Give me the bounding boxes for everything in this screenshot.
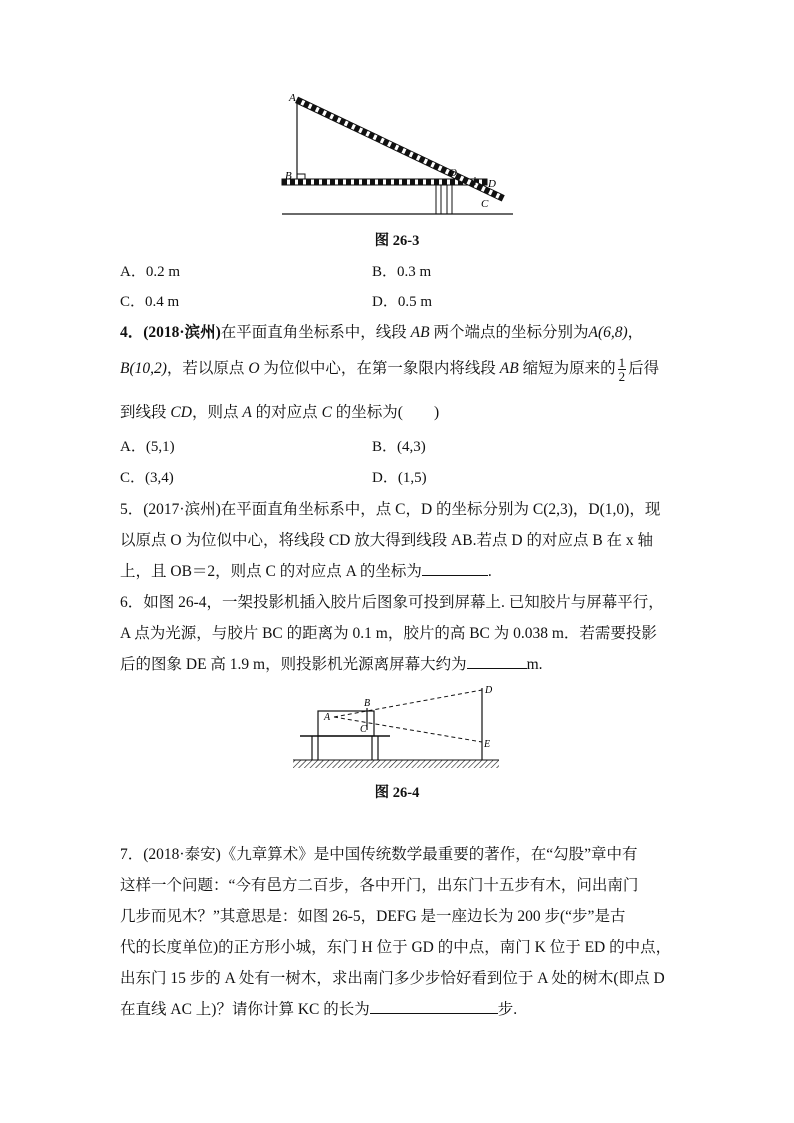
label-B: B	[285, 170, 292, 182]
q5-answer-blank[interactable]	[422, 561, 488, 576]
q7-answer-blank[interactable]	[370, 999, 498, 1014]
q4-line-2: B(10,2)，若以原点 O 为位似中心，在第一象限内将线段 AB 缩短为原来的 $\frac{1}{2}$ 后得	[120, 355, 660, 384]
q7-line-5: 出东门 15 步的 A 处有一树木，求出南门多少步恰好看到位于 A 处的树木(即点 D	[120, 970, 665, 987]
figure-26-4	[290, 680, 510, 775]
q5-line-1: 5．(2017·滨州)在平面直角坐标系中，点 C，D 的坐标分别为 C(2,3)，D(1,0)，现	[120, 501, 661, 518]
q3-option-a: A．0.2 m	[120, 264, 181, 280]
q6-line-3: 后的图象 DE 高 1.9 m，则投影机光源离屏幕大约为 m.	[120, 656, 543, 673]
q5-line-2: 以原点 O 为位似中心，将线段 CD 放大得到线段 AB.若点 D 的对应点 B 在 x 轴	[120, 532, 654, 549]
figure-caption-26-4: 图 26-4	[374, 785, 420, 801]
q4-option-c: C．(3,4)	[120, 470, 174, 486]
q4-option-a: A．(5,1)	[120, 439, 175, 455]
q3-option-b: B．0.3 m	[372, 264, 432, 280]
q7-line-1: 7．(2018·泰安)《九章算术》是中国传统数学最重要的著作，在“勾股”章中有	[120, 846, 638, 863]
q7-line-2: 这样一个问题：“今有邑方二百步，各中开门，出东门十五步有木，问出南门	[120, 877, 639, 894]
q6-line-2: A 点为光源，与胶片 BC 的距离为 0.1 m，胶片的高 BC 为 0.038 m．若需要投影	[120, 625, 657, 642]
q7-line-6: 在直线 AC 上)？请你计算 KC 的长为 步.	[120, 1001, 518, 1018]
q5-line-3: 上，且 OB＝2，则点 C 的对应点 A 的坐标为 .	[120, 563, 492, 580]
label-A: A	[289, 92, 296, 104]
q7-line-4: 代的长度单位)的正方形小城，东门 H 位于 GD 的中点，南门 K 位于 ED 的中点，	[120, 939, 672, 956]
fig2-label-A: A	[324, 712, 331, 723]
q7-line-3: 几步而见木？”其意思是：如图 26-5，DEFG 是一座边长为 200 步(“步”是古	[120, 908, 626, 925]
figure-caption-26-3: 图 26-3	[374, 233, 420, 249]
label-C: C	[481, 198, 489, 210]
fig2-label-C: C	[360, 724, 367, 735]
label-O: O	[449, 167, 457, 179]
q6-answer-blank[interactable]	[467, 654, 527, 669]
q4-line-1: 4．(2018·滨州)在平面直角坐标系中，线段 AB 两个端点的坐标分别为A(6,8)，	[120, 324, 644, 341]
q3-option-d: D．0.5 m	[372, 294, 433, 310]
q4-option-b: B．(4,3)	[372, 439, 426, 455]
q6-line-1: 6．如图 26-4，一架投影机插入胶片后图象可投到屏幕上. 已知胶片与屏幕平行，	[120, 594, 664, 611]
label-D: D	[488, 178, 496, 190]
figure-26-3	[270, 88, 530, 220]
fig2-label-E: E	[484, 739, 491, 750]
q4-line-3: 到线段 CD，则点 A 的对应点 C 的坐标为( )	[120, 404, 440, 421]
fraction-one-half: $\frac{1}{2}$	[618, 355, 626, 384]
fig2-label-D: D	[485, 685, 493, 696]
q3-option-c: C．0.4 m	[120, 294, 180, 310]
fig2-label-B: B	[364, 698, 371, 709]
q4-option-d: D．(1,5)	[372, 470, 427, 486]
